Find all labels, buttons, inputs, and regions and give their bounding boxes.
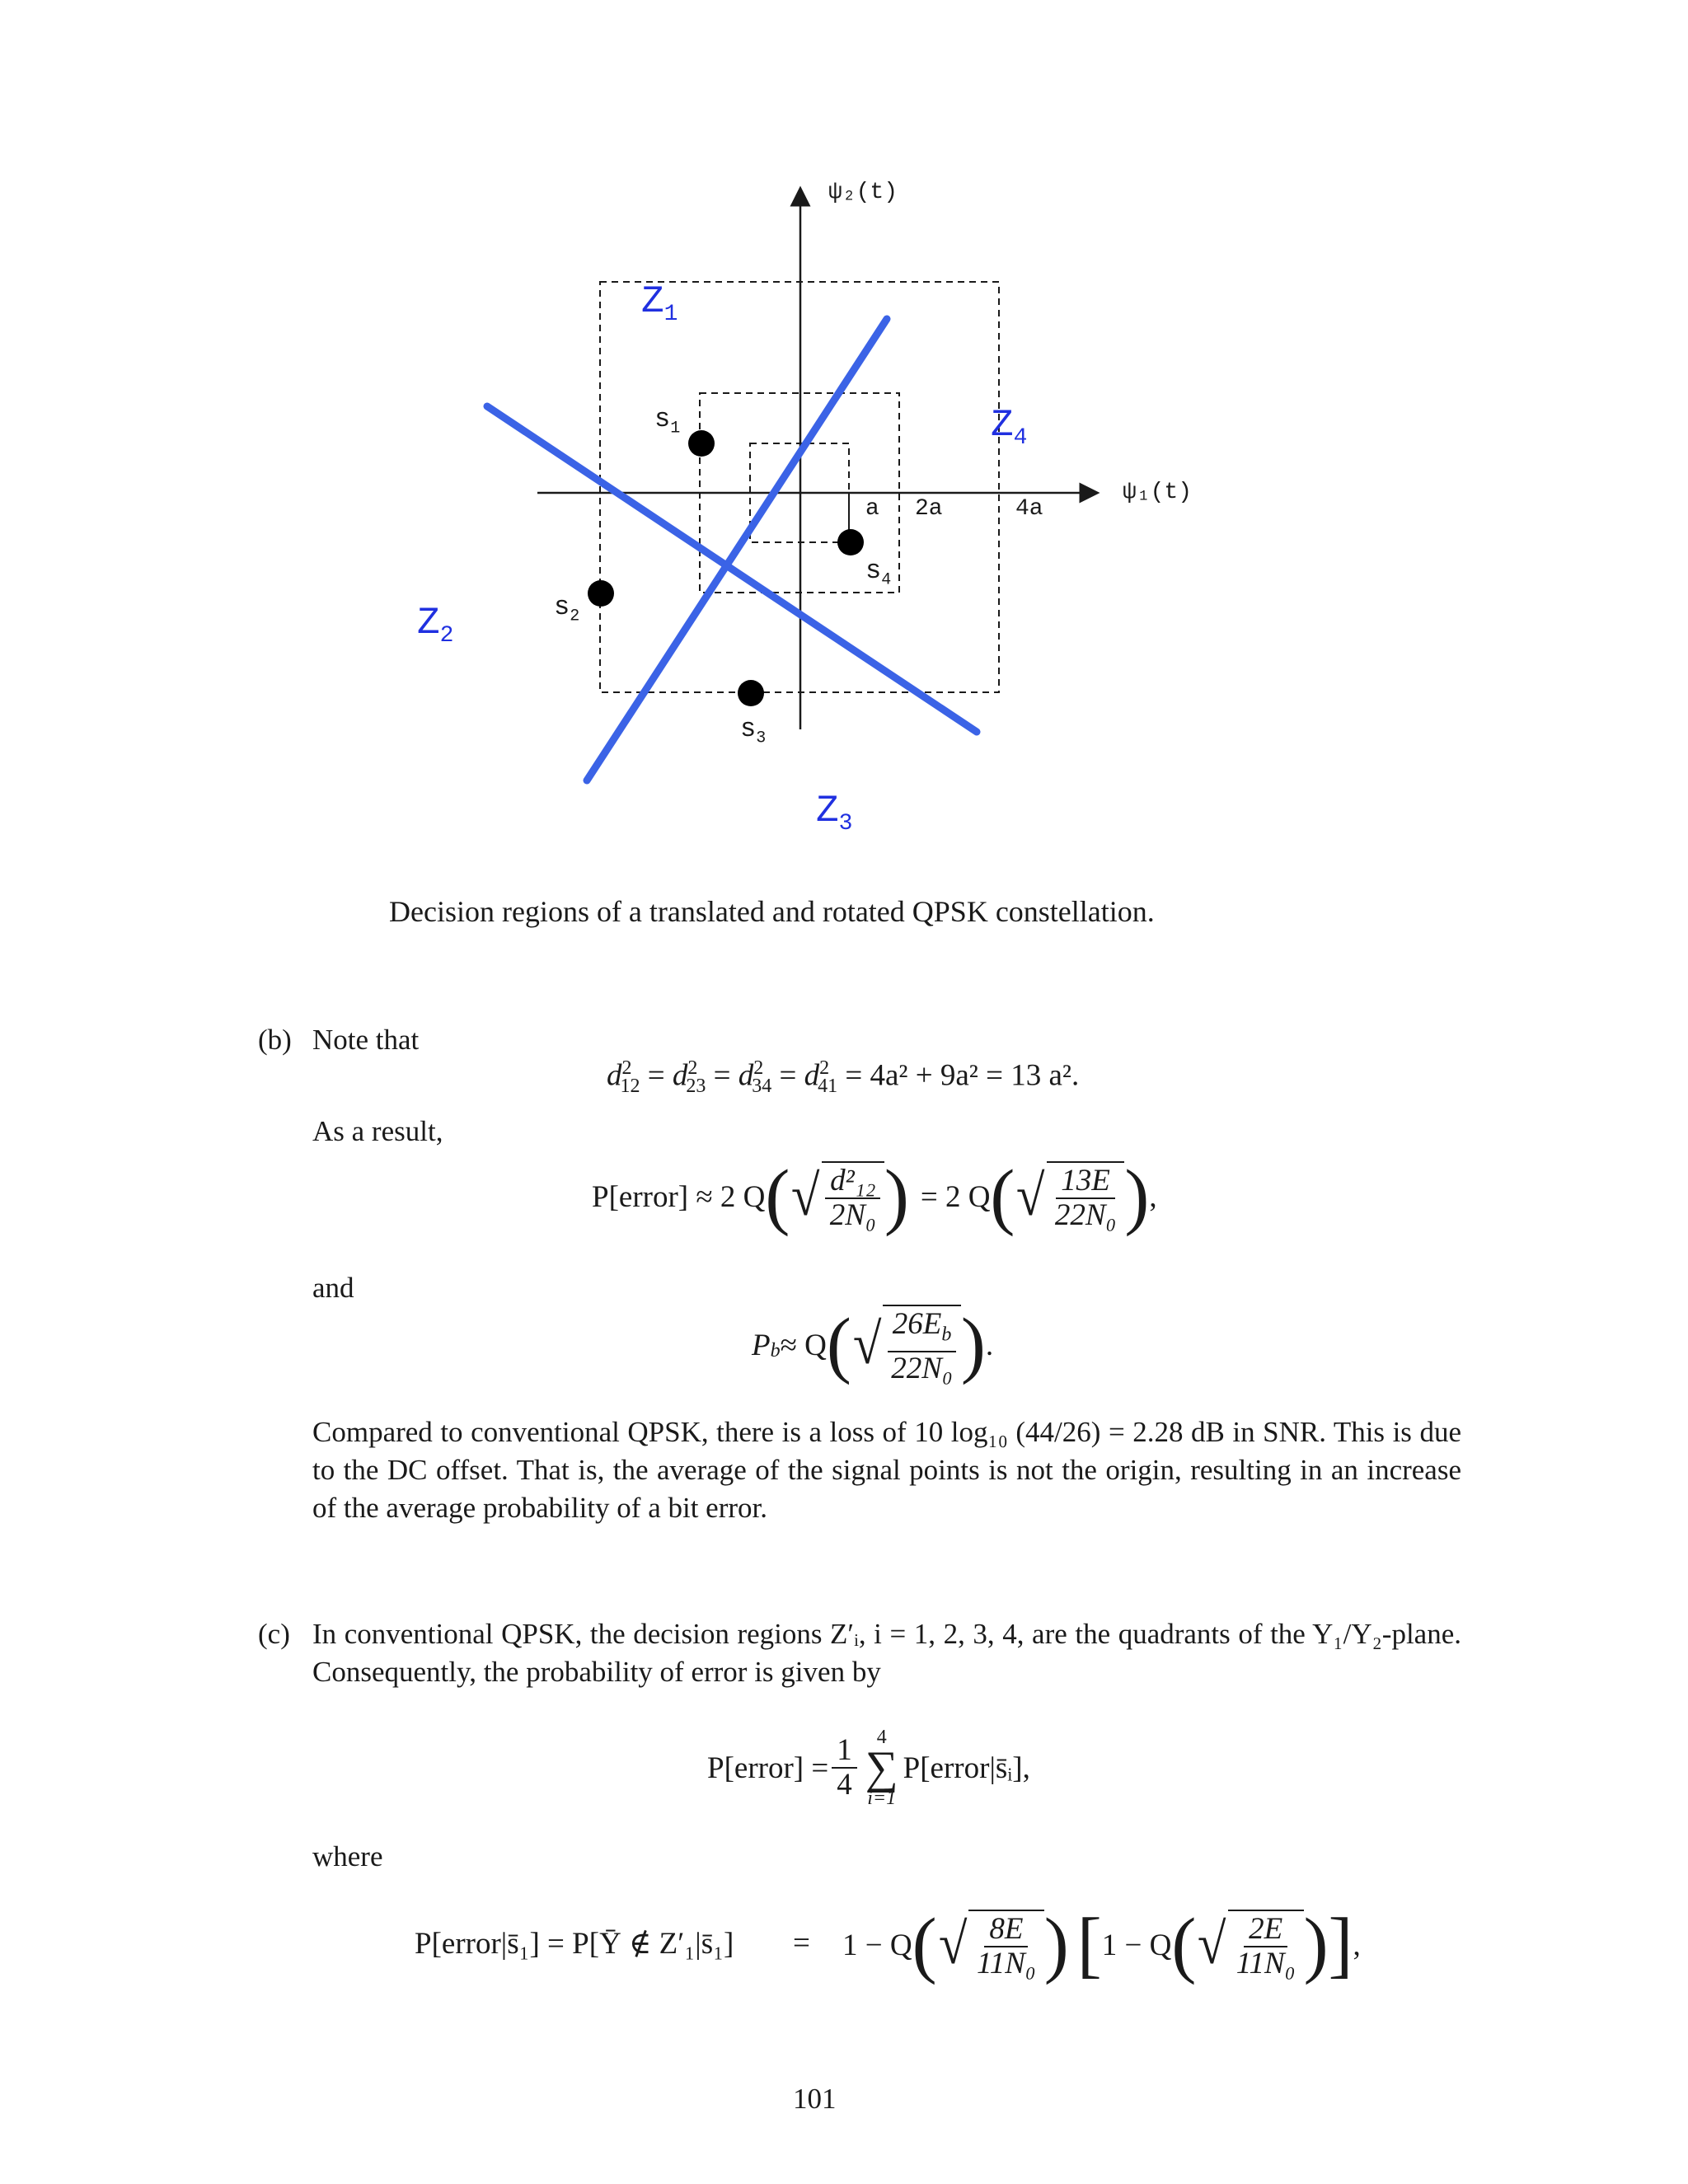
signal-point-s3 — [738, 680, 764, 706]
point-label-s3: $s_3$ — [740, 714, 767, 748]
figure-caption: Decision regions of a translated and rotated QPSK constellation. — [389, 895, 1155, 928]
tick-label-a: a — [865, 496, 879, 522]
part-b-paragraph: Compared to conventional QPSK, there is a loss of 10 log₁₀ (44/26) = 2.28 dB in SNR. This is due to the DC offset. That is, the average of the signal points is not the origin, resulting in an increase of the average probability of a bit error. — [312, 1416, 1461, 1524]
region-label-z3: $Z_3$ — [816, 790, 853, 837]
part-c-paragraph: In conventional QPSK, the decision regions Z′ᵢ, i = 1, 2, 3, 4, are the quadrants of the Y₁/Y₂-plane. Consequently, the probability of error is given by — [312, 1618, 1461, 1688]
region-label-z2: $Z_2$ — [417, 602, 454, 649]
tick-label-4a: 4a — [1015, 496, 1043, 522]
eq-sum: P[error] = $\frac{1}{4}$ 4 ∑ i=1 P[error|s̄ᵢ], — [707, 1727, 1030, 1809]
part-b-label: (b) — [258, 1024, 292, 1056]
and-text: and — [312, 1272, 354, 1304]
eq-distances: $d^2_{12} = d^2_{23} = d^2_{34} = d^2_{41} = 4a^2 + 9a^2 = 13$ a². — [607, 1057, 1080, 1097]
point-label-s2: $s_2$ — [554, 592, 580, 626]
constellation-diagram — [0, 0, 1688, 890]
eq-cond-rhs: 1 − Q ( √ $\frac{8E}{\text{11N₀}}$ ) [ 1 − Q ( √ $\frac{2E}{\text{11N₀}}$ ) ] , — [842, 1904, 1361, 1985]
signal-point-s1 — [688, 430, 715, 457]
page-number: 101 — [793, 2083, 837, 2115]
part-c-label: (c) — [258, 1618, 290, 1650]
point-label-s4: $s_4$ — [865, 555, 892, 590]
eq-perror: P[error] ≈ 2 Q ( √ $\frac{\text{d²₁₂}}{\text{2N₀}}$ ) = 2 Q ( √ $\frac{13E}{\text{22N₀}}$ ) , — [592, 1155, 1157, 1237]
tick-label-2a: 2a — [915, 496, 943, 522]
eq-cond-equals: = — [793, 1926, 810, 1960]
axis-x-label: ψ₁(t) — [1123, 480, 1193, 505]
signal-point-s2 — [588, 580, 614, 607]
region-label-z1: $Z_1$ — [641, 280, 678, 328]
eq-cond-lhs: P[error|s̄₁] = P[Ȳ ∉ Z′₁|s̄₁] — [415, 1927, 734, 1961]
as-a-result-text: As a result, — [312, 1115, 443, 1147]
signal-point-s4 — [837, 529, 864, 555]
where-text: where — [312, 1840, 383, 1872]
axis-y-label: ψ₂(t) — [828, 180, 898, 205]
region-label-z4: $Z_4$ — [991, 404, 1028, 452]
boundary-line-1 — [487, 406, 977, 732]
eq-pb: P b ≈ Q ( √ $\frac{26E_b}{\text{22N₀}}$ ) . — [752, 1304, 994, 1386]
part-b-intro: Note that — [312, 1024, 420, 1056]
point-label-s1: $s_1$ — [654, 404, 681, 438]
